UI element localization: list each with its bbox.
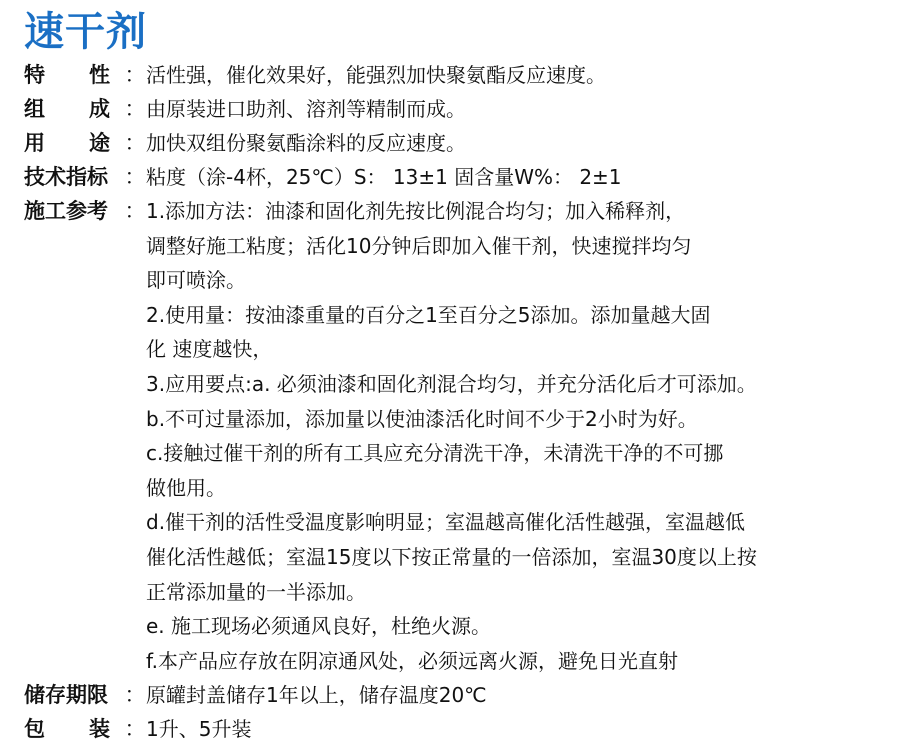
row-label [24,194,146,228]
label-text: 施工参考 [24,199,108,223]
text-line: f.本产品应存放在阴凉通风处，必须远离火源，避免日光直射 [146,648,678,673]
row-construction [24,194,904,678]
text-line: 3.应用要点:a. 必须油漆和固化剂混合均匀，并充分活化后才可添加。 [146,371,757,396]
row-usage [24,126,904,160]
label-colon: ： [124,97,146,121]
text-line: 2.使用量：按油漆重量的百分之1至百分之5添加。添加量越大固 [146,302,711,327]
row-value: 1升、5升装 [146,717,252,742]
row-composition [24,92,904,126]
row-label [24,160,146,194]
label-colon: ： [124,165,146,189]
text-line: c.接触过催干剂的所有工具应充分清洗干净，未清洗干净的不可挪 [146,441,724,466]
row-value: 原罐封盖储存1年以上，储存温度20℃ [146,683,487,708]
label-colon: ： [124,63,146,87]
text-line: 正常添加量的一半添加。 [146,579,366,604]
row-storage [24,678,904,712]
text-line: 做他用。 [146,475,226,500]
label-colon: ： [124,199,146,223]
row-label [24,126,146,160]
label-text: 特 性 [24,63,110,87]
text-line: b.不可过量添加，添加量以使油漆活化时间不少于2小时为好。 [146,406,698,431]
label-text: 储存期限 [24,683,108,708]
row-value: 粘度（涂-4杯，25℃）S： 13±1 固含量W%： 2±1 [146,165,622,189]
label-colon: ： [124,683,146,708]
text-line: d.催干剂的活性受温度影响明显；室温越高催化活性越强，室温越低 [146,510,746,535]
row-label [24,58,146,92]
label-colon: ： [124,131,146,155]
page-title: 速干剂 [24,9,147,55]
label-text: 组 成 [24,97,110,121]
text-line: 调整好施工粘度；活化10分钟后即加入催干剂，快速搅拌均匀 [146,233,692,258]
row-label [24,712,146,746]
row-feature [24,58,904,92]
text-line: 即可喷涂。 [146,268,246,293]
spec-list [24,58,904,746]
text-line: 1.添加方法：油漆和固化剂先按比例混合均匀；加入稀释剂， [146,199,686,223]
text-line: e. 施工现场必须通风良好，杜绝火源。 [146,614,492,639]
row-value: 由原装进口助剂、溶剂等精制而成。 [146,97,466,121]
label-text: 技术指标 [24,165,108,189]
row-specs [24,160,904,194]
label-colon: ： [124,717,146,742]
row-value: 加快双组份聚氨酯涂料的反应速度。 [146,131,466,155]
row-label [24,678,146,712]
row-value: 活性强，催化效果好，能强烈加快聚氨酯反应速度。 [146,63,606,87]
text-line: 化 速度越快， [146,337,273,362]
label-text: 包 装 [24,717,110,742]
row-package [24,712,904,746]
row-label [24,92,146,126]
label-text: 用 途 [24,131,110,155]
text-line: 催化活性越低；室温15度以下按正常量的一倍添加，室温30度以上按 [146,544,757,569]
row-value [146,194,904,678]
